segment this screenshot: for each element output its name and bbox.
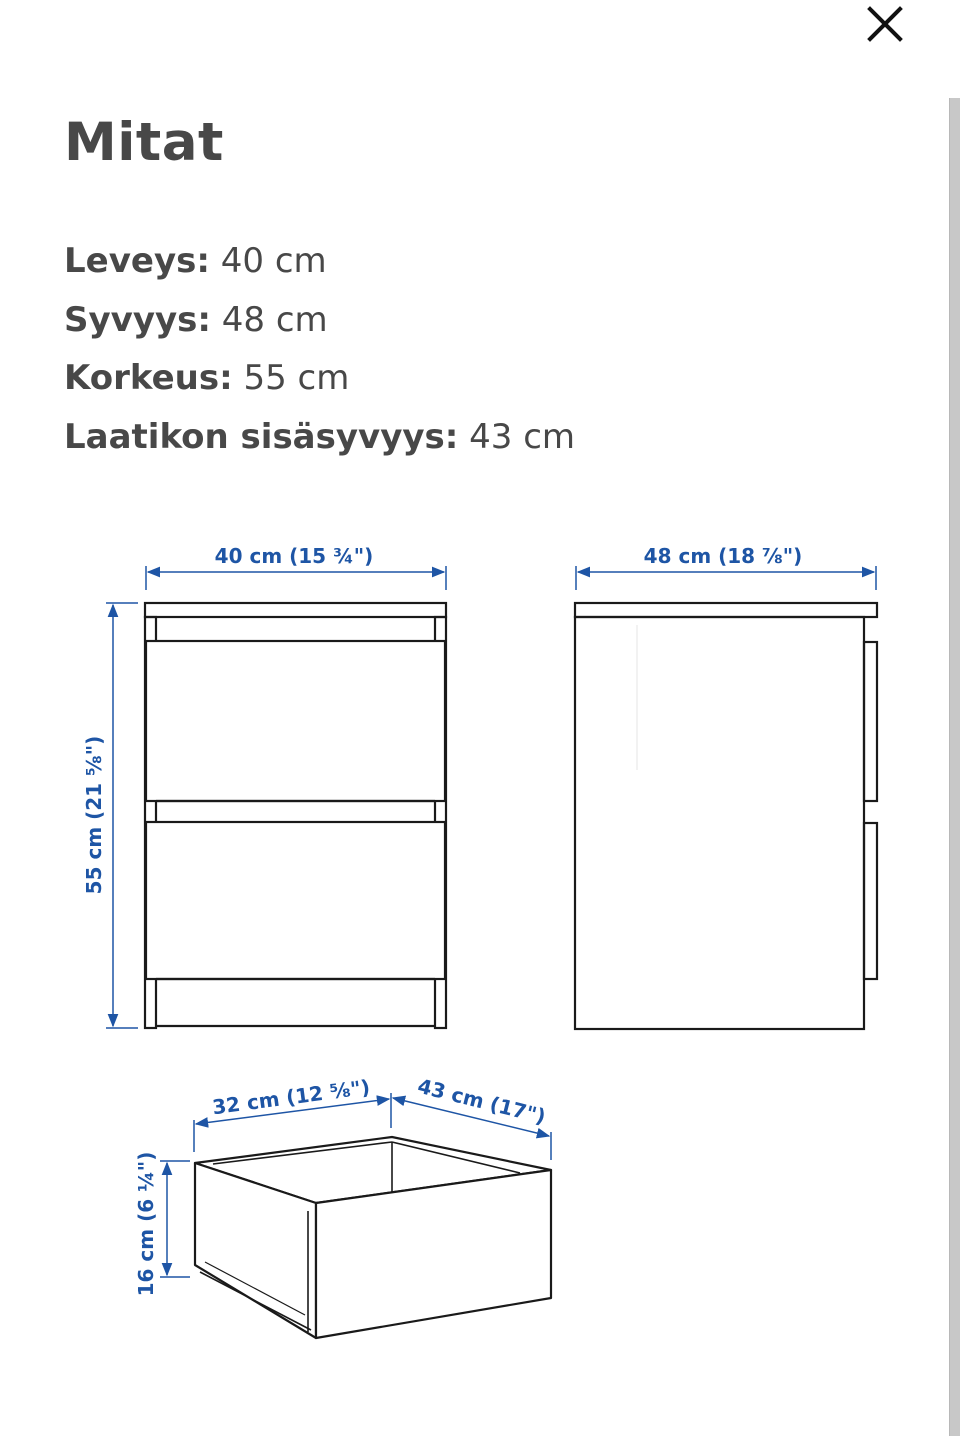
dimension-value: 48 cm bbox=[221, 299, 328, 340]
dimension-value: 55 cm bbox=[243, 358, 350, 399]
dimension-drawing bbox=[0, 520, 960, 1400]
close-icon bbox=[858, 0, 914, 50]
front-height-dimension bbox=[82, 603, 138, 1028]
dimension-label: Laatikon sisäsyvyys: bbox=[64, 417, 459, 458]
dimension-value: 40 cm bbox=[220, 241, 327, 281]
page-title: Mitat bbox=[64, 112, 224, 173]
drawer-width-label: 32 cm (12 ⅝") bbox=[210, 1074, 372, 1120]
dimension-label: Korkeus: bbox=[64, 358, 233, 399]
dimension-width bbox=[64, 232, 575, 291]
front-width-label: 40 cm (15 ¾") bbox=[214, 544, 374, 568]
dimension-height bbox=[64, 349, 575, 408]
side-depth-dimension bbox=[576, 544, 876, 590]
front-height-label: 55 cm (21 ⅝") bbox=[82, 735, 106, 895]
drawer-height-label: 16 cm (6 ¼") bbox=[134, 1151, 158, 1297]
drawer-height-dimension bbox=[134, 1152, 190, 1297]
dimension-label: Leveys: bbox=[64, 241, 210, 281]
side-view bbox=[575, 603, 877, 1029]
dimension-value: 43 cm bbox=[469, 417, 576, 458]
dimension-drawer-depth bbox=[64, 408, 575, 467]
close-button[interactable] bbox=[858, 0, 914, 50]
dimensions-list bbox=[64, 232, 575, 467]
dimension-label: Syvyys: bbox=[64, 299, 211, 340]
front-width-dimension bbox=[146, 544, 446, 590]
drawer-depth-dimension bbox=[393, 1074, 551, 1160]
side-depth-label: 48 cm (18 ⅞") bbox=[643, 544, 803, 568]
drawer-depth-label: 43 cm (17") bbox=[415, 1073, 549, 1129]
drawer-view bbox=[195, 1137, 551, 1338]
front-view bbox=[145, 603, 446, 1028]
dimension-depth bbox=[64, 291, 575, 350]
